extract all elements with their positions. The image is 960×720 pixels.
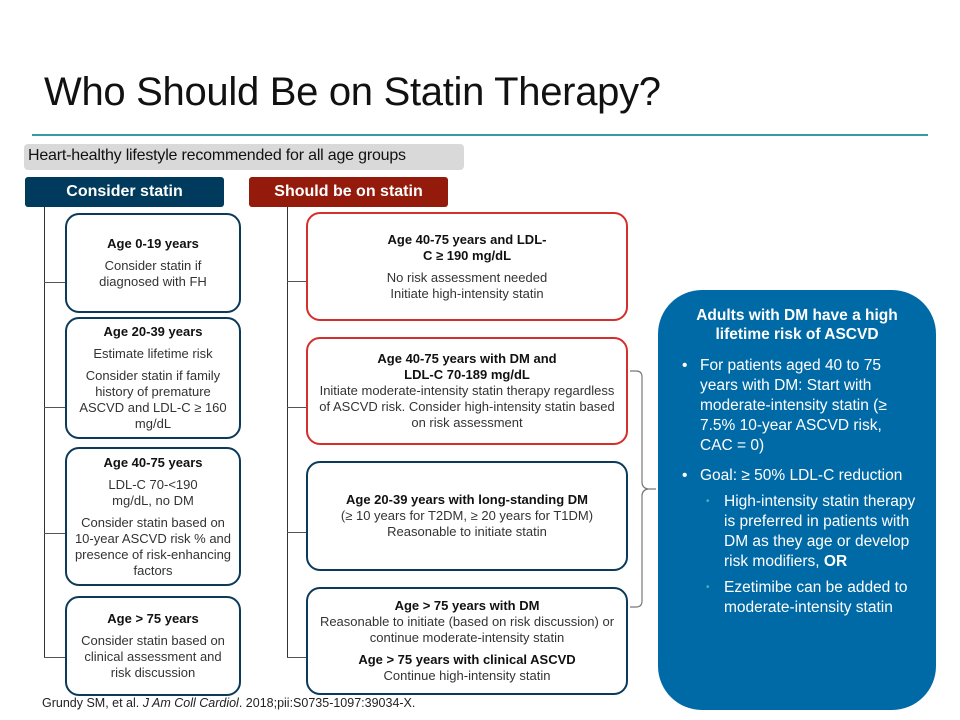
title-divider — [32, 134, 928, 136]
box-text: Consider statin if family history of premature ASCVD and LDL-C ≥ 160 mg/dL — [79, 368, 227, 431]
box-heading: Age > 75 years — [107, 611, 199, 626]
box-heading: Age 40-75 years — [103, 454, 203, 470]
box-heading: Age 40-75 years and LDL-C ≥ 190 mg/dL — [387, 231, 547, 263]
should-trunk-line — [287, 207, 288, 657]
should-branch-line-3 — [287, 532, 307, 533]
box-text: Consider statin based on clinical assessment and risk discussion — [81, 633, 225, 680]
box-text: Continue high-intensity statin — [383, 668, 551, 683]
dm-bullet-item — [676, 466, 918, 618]
dm-bullet-text: For patients aged 40 to 75 years with DM: Start with moderate-intensity statin (≥ 7.5% 10-year ASCVD risk, CAC = 0) — [700, 357, 887, 454]
consider-box-age-over-75 — [65, 596, 241, 696]
box-heading: Age 40-75 years with DM and LDL-C 70-189 mg/dL — [377, 351, 557, 382]
box-text: LDL-C 70-<190 mg/dL, no DM — [108, 476, 198, 508]
box-text: Reasonable to initiate (based on risk discussion) or continue moderate-intensity statin — [319, 614, 615, 645]
dm-panel-title: Adults with DM have a high lifetime risk of ASCVD — [696, 307, 898, 343]
box-text: Consider statin based on 10-year ASCVD risk % and presence of risk-enhancing factors — [74, 514, 232, 578]
citation-journal: J Am Coll Cardiol — [142, 696, 239, 710]
should-branch-line-2 — [287, 407, 307, 408]
box-text: No risk assessment needed — [386, 269, 548, 285]
dm-sub-bullet-text: Ezetimibe can be added to moderate-intensity statin — [724, 579, 908, 616]
lifestyle-banner: Heart-healthy lifestyle recommended for all age groups — [24, 144, 464, 170]
bullet-icon: • — [682, 467, 688, 484]
dm-sub-bullet-item — [700, 578, 918, 618]
citation-authors: Grundy SM, et al. — [42, 696, 140, 710]
dm-info-panel — [658, 290, 936, 710]
box-heading: Age 20-39 years — [103, 324, 203, 339]
box-text: (≥ 10 years for T2DM, ≥ 20 years for T1DM) — [340, 508, 594, 523]
curly-bracket-icon — [630, 370, 656, 608]
should-branch-line-4 — [287, 657, 307, 658]
dm-bullet-item — [676, 356, 918, 456]
should-box-dm-20-39 — [306, 461, 628, 571]
bullet-icon: • — [682, 357, 688, 374]
should-box-dm-40-75 — [306, 337, 628, 445]
should-box-ldl-190 — [306, 212, 628, 321]
box-text: Initiate high-intensity statin — [390, 285, 544, 301]
box-heading: Age > 75 years with DM — [394, 598, 540, 613]
slide-title: Who Should Be on Statin Therapy? — [44, 70, 661, 114]
consider-box-age-0-19 — [65, 213, 241, 313]
citation-details: . 2018;pii:S0735-1097:39034-X. — [238, 696, 416, 710]
should-be-on-statin-header: Should be on statin — [249, 177, 448, 207]
dm-bullet-list — [676, 356, 918, 618]
consider-branch-line-2 — [44, 407, 66, 408]
should-box-age-over-75 — [306, 587, 628, 695]
dm-sub-bullet-list — [700, 492, 918, 618]
box-text: Consider statin if diagnosed with FH — [99, 258, 207, 289]
consider-box-age-20-39 — [65, 317, 241, 439]
box-text: Initiate moderate-intensity statin therapy regardless of ASCVD risk. Consider high-intensity statin based on risk assessment — [319, 383, 615, 430]
box-heading: Age 20-39 years with long-standing DM — [346, 492, 588, 507]
dm-sub-bullet-emphasis: OR — [823, 553, 848, 570]
consider-branch-line-4 — [44, 657, 66, 658]
consider-branch-line-3 — [44, 533, 66, 534]
box-text: Reasonable to initiate statin — [387, 524, 547, 539]
should-branch-line-1 — [287, 281, 307, 282]
dm-sub-bullet-item — [700, 492, 918, 572]
box-text: Estimate lifetime risk — [93, 346, 213, 361]
box-heading-secondary: Age > 75 years with clinical ASCVD — [358, 652, 576, 667]
dm-sub-bullet-text: High-intensity statin therapy is preferred in patients with DM as they age or develop risk modifiers, — [724, 493, 916, 570]
box-heading: Age 0-19 years — [107, 236, 199, 251]
sub-bullet-icon: • — [706, 582, 710, 593]
consider-statin-header: Consider statin — [25, 177, 224, 207]
citation — [42, 696, 415, 710]
consider-branch-line-1 — [44, 282, 66, 283]
sub-bullet-icon: • — [706, 496, 710, 507]
consider-trunk-line — [44, 207, 45, 657]
consider-box-age-40-75 — [65, 447, 241, 586]
dm-bullet-text: Goal: ≥ 50% LDL-C reduction — [700, 467, 903, 484]
